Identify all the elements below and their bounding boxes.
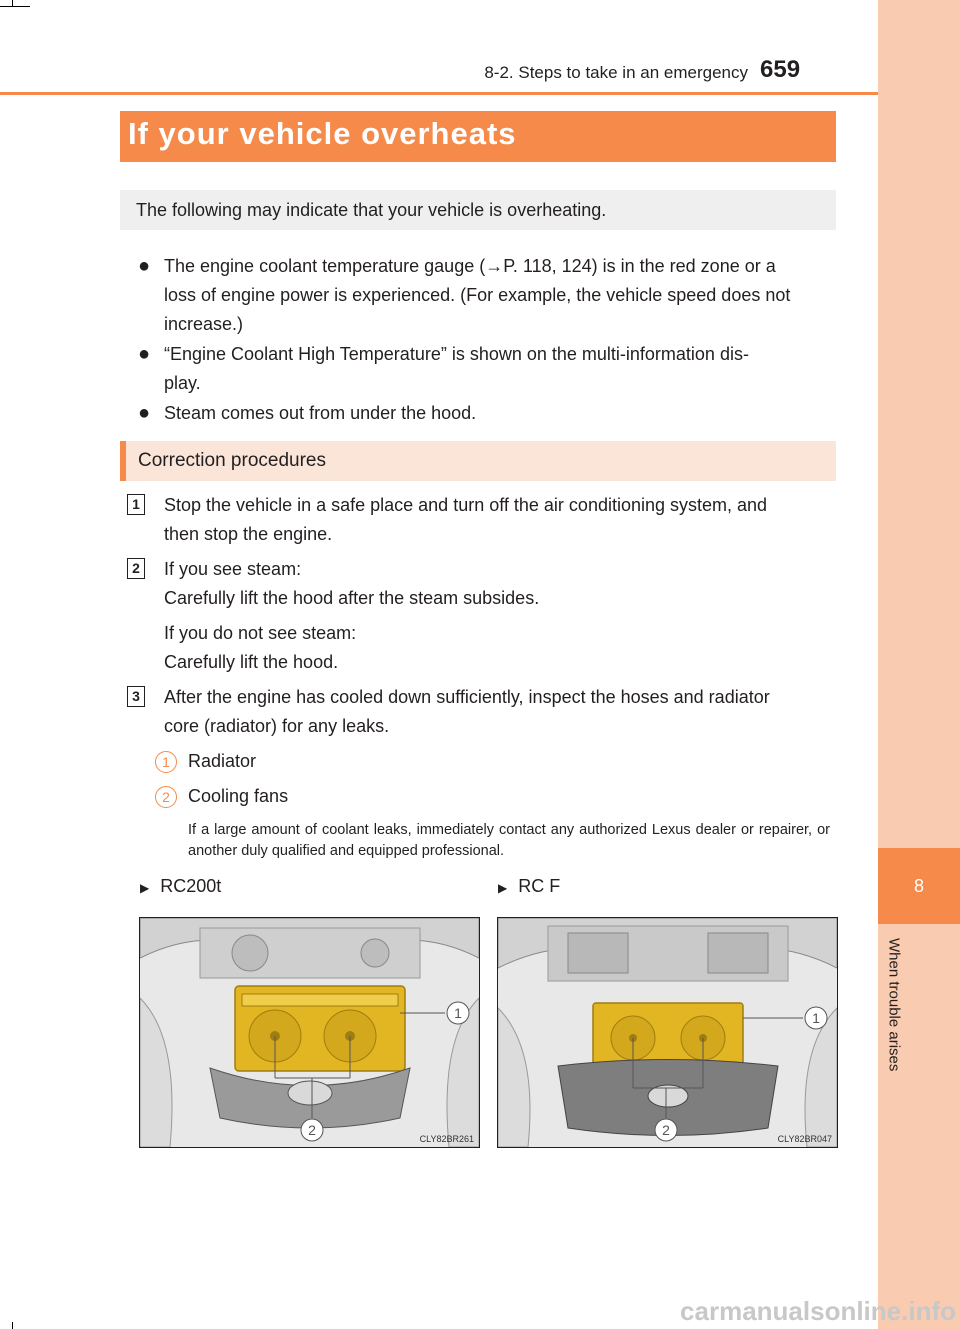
- step-line: Carefully lift the hood after the steam subsides.: [164, 588, 540, 608]
- chapter-title: When trouble arises: [885, 938, 903, 1072]
- chapter-tab-strip: [878, 0, 960, 1329]
- bullet-line: “Engine Coolant High Temperature” is shown on the multi-information dis-: [164, 344, 749, 364]
- step-text: [164, 683, 830, 741]
- step-text: [164, 491, 830, 549]
- bullet-line: The engine coolant temperature gauge (→P. 118, 124) is in the red zone or a: [164, 256, 776, 276]
- warning-note: If a large amount of coolant leaks, immediately contact any authorized Lexus dealer or repairer, or another duly qualified and equipped professional.: [188, 822, 830, 859]
- figure-code: CLY82BR261: [419, 1134, 474, 1144]
- callout-number: 1: [155, 751, 177, 773]
- crop-mark: [12, 1322, 13, 1329]
- bullet-icon: ●: [138, 402, 151, 424]
- figure-caption: [140, 876, 221, 897]
- legend-label-cooling-fans: Cooling fans: [188, 786, 289, 806]
- step-text: [164, 555, 830, 677]
- engine-bay-illustration-rc-f: [497, 917, 838, 1148]
- procedures-heading: Correction procedures: [120, 441, 836, 481]
- section-title: 8-2. Steps to take in an emergency: [484, 63, 748, 82]
- page-number: 659: [760, 56, 801, 83]
- step-line: then stop the engine.: [164, 524, 333, 544]
- bullet-line: Steam comes out from under the hood.: [164, 403, 477, 423]
- chapter-number-tab[interactable]: [878, 848, 960, 924]
- legend-label-radiator: Radiator: [188, 751, 257, 771]
- caption-text: RC200t: [160, 876, 222, 896]
- step-number-box: 3: [127, 686, 145, 707]
- bullet-item: [164, 340, 830, 398]
- bullet-item: [164, 252, 830, 339]
- step-number-box: 1: [127, 494, 145, 515]
- page-title: If your vehicle overheats: [120, 111, 836, 162]
- bullet-icon: ●: [138, 255, 151, 277]
- engine-bay-drawing: [140, 918, 479, 1147]
- callout-2: 2: [662, 1122, 670, 1138]
- step-line: If you see steam:: [164, 559, 302, 579]
- caption-text: RC F: [518, 876, 561, 896]
- step-line: Carefully lift the hood.: [164, 652, 339, 672]
- caption-arrow-icon: ▶: [140, 881, 150, 895]
- figure-code: CLY82BR047: [777, 1134, 832, 1144]
- header-rule: [0, 92, 878, 95]
- step-line: After the engine has cooled down sufficiently, inspect the hoses and radiator: [164, 687, 770, 707]
- bullet-line: increase.): [164, 314, 244, 334]
- crop-mark: [0, 6, 30, 7]
- callout-2: 2: [308, 1122, 316, 1138]
- figure-caption: [498, 876, 560, 897]
- caption-arrow-icon: ▶: [498, 881, 508, 895]
- bullet-item: [164, 399, 830, 428]
- step-line: core (radiator) for any leaks.: [164, 716, 390, 736]
- step-number-box: 2: [127, 558, 145, 579]
- step-line: Stop the vehicle in a safe place and turn off the air conditioning system, and: [164, 495, 768, 515]
- bullet-line: loss of engine power is experienced. (For example, the vehicle speed does not: [164, 285, 791, 305]
- callout-1: 1: [454, 1005, 462, 1021]
- callout-number: 2: [155, 786, 177, 808]
- indication-heading: The following may indicate that your vehicle is overheating.: [120, 190, 836, 230]
- callout-1: 1: [812, 1010, 820, 1026]
- bullet-icon: ●: [138, 343, 151, 365]
- step-line: If you do not see steam:: [164, 623, 357, 643]
- engine-bay-illustration-rc200t: [139, 917, 480, 1148]
- engine-bay-drawing: [498, 918, 837, 1147]
- bullet-line: play.: [164, 373, 201, 393]
- chapter-number: 8: [913, 875, 924, 896]
- footer-watermark: carmanualsonline.info: [680, 1296, 956, 1326]
